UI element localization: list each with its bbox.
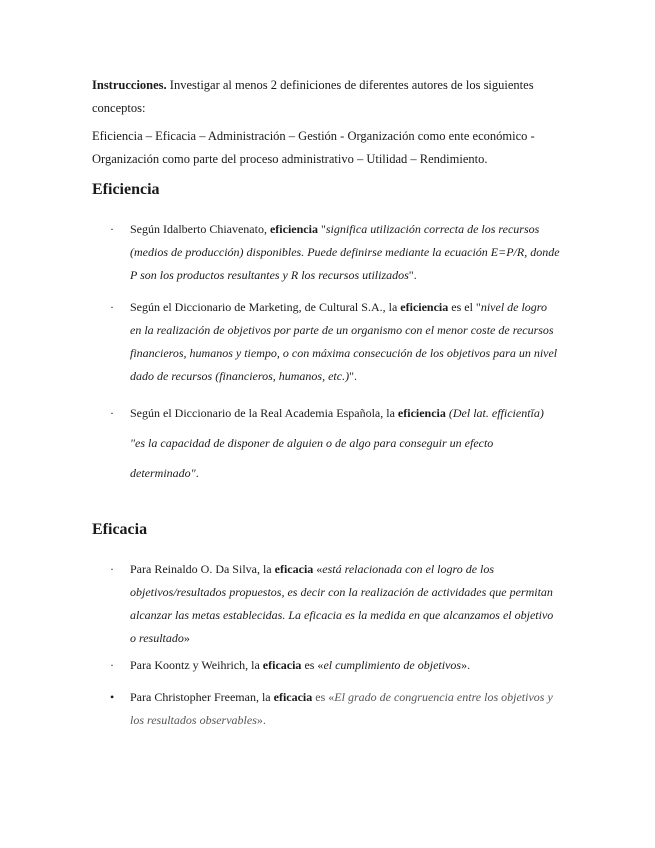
bullet: · [110, 406, 114, 420]
item-lead: Para Koontz y Weihrich, la [130, 658, 260, 672]
instructions-paragraph [92, 74, 562, 120]
item-quote: significa utilización correcta de los recursos (medios de producción) disponibles. Puede definirse mediante la ecuación E=P/R, donde P son los productos resultantes y R los recursos utilizados [130, 222, 560, 282]
instructions-text: Investigar al menos 2 definiciones de diferentes autores de los siguientes conceptos: [92, 78, 534, 115]
item-post: . [195, 466, 199, 480]
item-term: eficacia [274, 562, 314, 576]
item-quote: el cumplimiento de objetivos [323, 658, 462, 672]
list-item [110, 296, 560, 388]
item-lead: Según el Diccionario de Marketing, de Cultural S.A., la [130, 300, 398, 314]
concepts-paragraph [92, 125, 562, 171]
item-lead: Para Reinaldo O. Da Silva, la [130, 562, 272, 576]
item-quote: El grado de congruencia entre los objetivos y los resultados observables [130, 690, 553, 727]
item-post: ". [408, 268, 417, 282]
bullet: · [110, 562, 114, 576]
heading-eficiencia: Eficiencia [92, 181, 160, 198]
list-item [110, 398, 560, 488]
list-item [110, 218, 560, 287]
item-term: eficiencia [269, 222, 318, 236]
item-quote: está relacionada con el logro de los objetivos/resultados propuestos, es decir con la realización de actividades que permitan alcanzar las metas establecidas. La eficacia es la medida en que alcanzamos el objetivo o resultado [130, 562, 554, 645]
bullet: • [110, 690, 115, 704]
item-post: ". [349, 369, 357, 383]
item-term: eficacia [273, 690, 313, 704]
item-post: ». [256, 713, 266, 727]
item-lead: Para Christopher Freeman, la [130, 690, 271, 704]
bullet: · [110, 300, 114, 314]
item-pre: « [316, 562, 323, 576]
item-pre: es « [315, 690, 335, 704]
item-term: eficiencia [400, 300, 449, 314]
list-item [110, 558, 560, 650]
list-item [110, 686, 560, 732]
item-pre: " [320, 222, 326, 236]
item-term: eficiencia [397, 406, 446, 420]
heading-eficacia: Eficacia [92, 521, 148, 538]
item-pre: es « [304, 658, 324, 672]
item-quote: (Del lat. efficientĭa) "es la capacidad de disponer de alguien o de algo para conseguir un efecto determinado" [130, 406, 544, 480]
item-term: eficacia [262, 658, 302, 672]
bullet: · [110, 222, 114, 236]
item-quote: nivel de logro en la realización de objetivos por parte de un organismo con el menor coste de recursos financieros, humanos y tiempo, o con máxima consecución de los objetivos para un nivel dado de recursos (financieros, humanos, etc.) [130, 300, 558, 383]
bullet: · [110, 658, 114, 672]
item-lead: Según el Diccionario de la Real Academia Española, la [130, 406, 395, 420]
concepts-list: Eficiencia – Eficacia – Administración – Gestión - Organización como ente económico - Organización como parte del proceso administrativo – Utilidad – Rendimiento. [92, 129, 535, 166]
item-post: ». [461, 658, 471, 672]
list-item [110, 654, 560, 677]
item-post: » [183, 631, 190, 645]
item-lead: Según Idalberto Chiavenato, [130, 222, 267, 236]
instructions-label: Instrucciones. [92, 78, 167, 92]
item-pre: es el " [451, 300, 481, 314]
